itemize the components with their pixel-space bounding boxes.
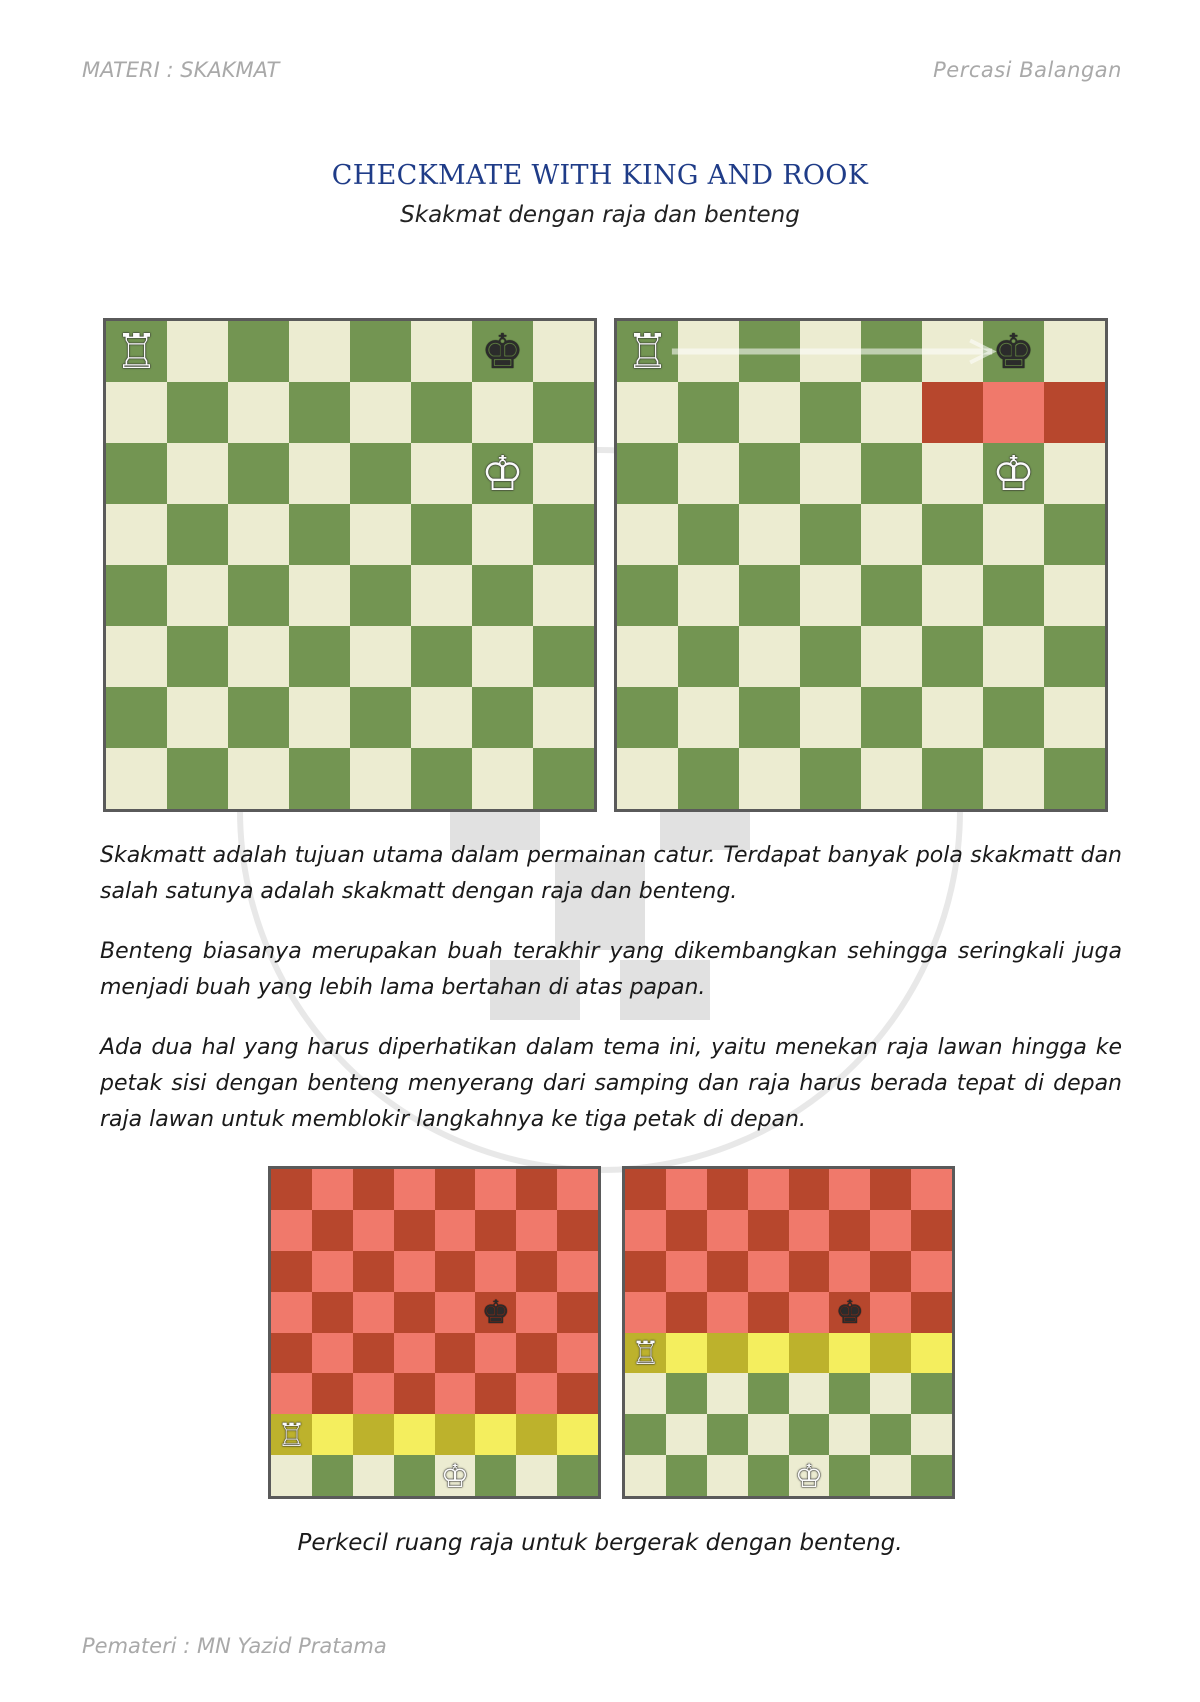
square-e8 [435, 1169, 476, 1210]
square-d3 [800, 626, 861, 687]
square-e4 [350, 565, 411, 626]
square-a3 [625, 1373, 666, 1414]
square-c7 [353, 1210, 394, 1251]
square-e7 [789, 1210, 830, 1251]
square-f8 [922, 321, 983, 382]
square-g1 [983, 748, 1044, 809]
square-g6 [983, 443, 1044, 504]
square-f8 [411, 321, 472, 382]
square-e6 [350, 443, 411, 504]
square-a6 [106, 443, 167, 504]
square-h6 [533, 443, 594, 504]
square-h8 [533, 321, 594, 382]
square-f2 [411, 687, 472, 748]
square-c2 [707, 1414, 748, 1455]
square-g5 [516, 1292, 557, 1333]
square-e3 [350, 626, 411, 687]
square-b4 [666, 1333, 707, 1374]
white-king-icon: ♔ [440, 1456, 470, 1495]
square-a5 [106, 504, 167, 565]
square-c8 [707, 1169, 748, 1210]
square-g6 [516, 1251, 557, 1292]
square-b6 [678, 443, 739, 504]
square-d7 [394, 1210, 435, 1251]
square-g5 [870, 1292, 911, 1333]
square-e1 [435, 1455, 476, 1496]
square-b5 [678, 504, 739, 565]
square-a4 [625, 1333, 666, 1374]
square-d1 [800, 748, 861, 809]
white-rook-icon: ♖ [277, 1415, 306, 1454]
square-c1 [739, 748, 800, 809]
square-e2 [350, 687, 411, 748]
white-king-icon: ♔ [991, 445, 1036, 502]
square-g4 [472, 565, 533, 626]
square-e3 [789, 1373, 830, 1414]
square-h7 [533, 382, 594, 443]
square-a4 [106, 565, 167, 626]
square-c5 [353, 1292, 394, 1333]
square-b6 [666, 1251, 707, 1292]
square-h2 [1044, 687, 1105, 748]
square-h4 [533, 565, 594, 626]
square-d4 [289, 565, 350, 626]
square-a4 [617, 565, 678, 626]
square-b2 [666, 1414, 707, 1455]
square-a3 [106, 626, 167, 687]
square-b6 [167, 443, 228, 504]
square-g7 [983, 382, 1044, 443]
square-a6 [625, 1251, 666, 1292]
square-b7 [167, 382, 228, 443]
square-a3 [271, 1373, 312, 1414]
square-f6 [922, 443, 983, 504]
square-h3 [557, 1373, 598, 1414]
square-d1 [748, 1455, 789, 1496]
square-a1 [617, 748, 678, 809]
square-d6 [394, 1251, 435, 1292]
square-a4 [271, 1333, 312, 1374]
square-g5 [983, 504, 1044, 565]
square-f3 [411, 626, 472, 687]
square-f4 [411, 565, 472, 626]
square-e6 [789, 1251, 830, 1292]
square-c6 [353, 1251, 394, 1292]
square-c4 [353, 1333, 394, 1374]
square-d2 [800, 687, 861, 748]
square-f2 [829, 1414, 870, 1455]
square-h7 [557, 1210, 598, 1251]
square-c6 [707, 1251, 748, 1292]
square-g7 [516, 1210, 557, 1251]
square-g4 [983, 565, 1044, 626]
chessboard-2 [614, 318, 1108, 812]
square-c2 [739, 687, 800, 748]
square-b3 [167, 626, 228, 687]
square-b7 [678, 382, 739, 443]
square-g3 [516, 1373, 557, 1414]
square-e1 [789, 1455, 830, 1496]
square-c8 [353, 1169, 394, 1210]
white-rook-icon: ♖ [631, 1333, 660, 1372]
square-d6 [748, 1251, 789, 1292]
square-c7 [228, 382, 289, 443]
square-c2 [353, 1414, 394, 1455]
white-rook-icon: ♖ [625, 323, 670, 380]
square-e6 [435, 1251, 476, 1292]
square-f5 [922, 504, 983, 565]
white-rook-icon: ♖ [114, 323, 159, 380]
square-h6 [557, 1251, 598, 1292]
paragraph-3: Ada dua hal yang harus diperhatikan dalam tema ini, yaitu menekan raja lawan hingga ke petak sisi dengan benteng menyerang dari samping dan raja harus berada tepat di depan raja lawan untuk memblokir langkahnya ke tiga petak di depan. [100, 1035, 1122, 1132]
square-c5 [707, 1292, 748, 1333]
square-f4 [475, 1333, 516, 1374]
square-e2 [861, 687, 922, 748]
square-c2 [228, 687, 289, 748]
square-b8 [666, 1169, 707, 1210]
square-a7 [271, 1210, 312, 1251]
square-f6 [475, 1251, 516, 1292]
square-h6 [1044, 443, 1105, 504]
square-c3 [739, 626, 800, 687]
black-king-icon: ♚ [991, 323, 1036, 380]
square-g2 [516, 1414, 557, 1455]
square-g6 [870, 1251, 911, 1292]
square-e2 [435, 1414, 476, 1455]
square-f2 [922, 687, 983, 748]
header-right: Percasi Balangan [933, 58, 1122, 82]
square-h3 [533, 626, 594, 687]
square-b8 [167, 321, 228, 382]
square-e5 [861, 504, 922, 565]
square-e8 [350, 321, 411, 382]
white-king-icon: ♔ [480, 445, 525, 502]
square-d1 [289, 748, 350, 809]
square-g3 [472, 626, 533, 687]
square-d3 [394, 1373, 435, 1414]
square-h4 [557, 1333, 598, 1374]
square-d5 [748, 1292, 789, 1333]
square-a2 [625, 1414, 666, 1455]
square-a7 [625, 1210, 666, 1251]
square-d8 [394, 1169, 435, 1210]
square-g3 [870, 1373, 911, 1414]
square-f6 [829, 1251, 870, 1292]
square-d5 [800, 504, 861, 565]
square-a5 [617, 504, 678, 565]
square-f5 [475, 1292, 516, 1333]
chessboard-4 [622, 1166, 955, 1499]
square-d6 [800, 443, 861, 504]
square-a1 [625, 1455, 666, 1496]
diagram-caption: Perkecil ruang raja untuk bergerak dengan benteng. [297, 1530, 903, 1556]
square-c7 [707, 1210, 748, 1251]
square-g8 [472, 321, 533, 382]
square-b2 [678, 687, 739, 748]
square-h3 [1044, 626, 1105, 687]
square-f8 [475, 1169, 516, 1210]
square-e8 [861, 321, 922, 382]
square-g4 [870, 1333, 911, 1374]
square-d5 [394, 1292, 435, 1333]
square-f3 [475, 1373, 516, 1414]
square-c4 [228, 565, 289, 626]
square-b6 [312, 1251, 353, 1292]
square-g1 [516, 1455, 557, 1496]
square-a1 [106, 748, 167, 809]
black-king-icon: ♚ [480, 323, 525, 380]
square-b1 [167, 748, 228, 809]
footer-presenter: Pemateri : MN Yazid Pratama [82, 1634, 387, 1658]
square-c1 [228, 748, 289, 809]
square-b2 [167, 687, 228, 748]
square-h4 [1044, 565, 1105, 626]
square-b1 [312, 1455, 353, 1496]
square-a8 [625, 1169, 666, 1210]
square-e3 [861, 626, 922, 687]
square-f2 [475, 1414, 516, 1455]
square-g2 [983, 687, 1044, 748]
square-f7 [922, 382, 983, 443]
square-f1 [829, 1455, 870, 1496]
square-c3 [353, 1373, 394, 1414]
square-d7 [748, 1210, 789, 1251]
square-g1 [472, 748, 533, 809]
square-c5 [228, 504, 289, 565]
square-a7 [617, 382, 678, 443]
square-f1 [922, 748, 983, 809]
square-f4 [922, 565, 983, 626]
square-b5 [666, 1292, 707, 1333]
square-a2 [106, 687, 167, 748]
square-d8 [748, 1169, 789, 1210]
square-h2 [533, 687, 594, 748]
square-h7 [1044, 382, 1105, 443]
square-d7 [800, 382, 861, 443]
square-c3 [228, 626, 289, 687]
square-e7 [861, 382, 922, 443]
square-a5 [625, 1292, 666, 1333]
square-f6 [411, 443, 472, 504]
square-c1 [707, 1455, 748, 1496]
square-h5 [911, 1292, 952, 1333]
square-c5 [739, 504, 800, 565]
header-left: MATERI : SKAKMAT [82, 58, 280, 82]
square-f3 [829, 1373, 870, 1414]
square-g8 [516, 1169, 557, 1210]
chessboard-3 [268, 1166, 601, 1499]
square-e5 [435, 1292, 476, 1333]
square-b5 [167, 504, 228, 565]
square-f7 [475, 1210, 516, 1251]
square-f8 [829, 1169, 870, 1210]
square-g2 [472, 687, 533, 748]
square-e7 [350, 382, 411, 443]
square-d1 [394, 1455, 435, 1496]
square-c4 [739, 565, 800, 626]
square-h8 [1044, 321, 1105, 382]
square-g5 [472, 504, 533, 565]
square-b3 [678, 626, 739, 687]
square-g1 [870, 1455, 911, 1496]
square-e5 [350, 504, 411, 565]
square-a2 [271, 1414, 312, 1455]
square-f4 [829, 1333, 870, 1374]
paragraph-1: Skakmatt adalah tujuan utama dalam permainan catur. Terdapat banyak pola skakmatt dan salah satunya adalah skakmatt dengan raja dan benteng. [100, 843, 1122, 904]
square-e2 [789, 1414, 830, 1455]
square-c1 [353, 1455, 394, 1496]
square-e3 [435, 1373, 476, 1414]
square-c7 [739, 382, 800, 443]
square-d3 [289, 626, 350, 687]
square-b3 [666, 1373, 707, 1414]
square-h7 [911, 1210, 952, 1251]
square-h8 [911, 1169, 952, 1210]
square-d2 [289, 687, 350, 748]
paragraph-2: Benteng biasanya merupakan buah terakhir yang dikembangkan sehingga seringkali juga menjadi buah yang lebih lama bertahan di atas papan. [100, 939, 1122, 1000]
square-e1 [861, 748, 922, 809]
black-king-icon: ♚ [835, 1293, 865, 1332]
square-g6 [472, 443, 533, 504]
square-a8 [271, 1169, 312, 1210]
square-f3 [922, 626, 983, 687]
square-b7 [312, 1210, 353, 1251]
square-g8 [870, 1169, 911, 1210]
square-c3 [707, 1373, 748, 1414]
square-e4 [789, 1333, 830, 1374]
square-e8 [789, 1169, 830, 1210]
square-b2 [312, 1414, 353, 1455]
square-b4 [167, 565, 228, 626]
square-d6 [289, 443, 350, 504]
white-king-icon: ♔ [794, 1456, 824, 1495]
square-b1 [678, 748, 739, 809]
square-g7 [870, 1210, 911, 1251]
page-title: CHECKMATE WITH KING AND ROOK [331, 160, 869, 191]
square-a6 [271, 1251, 312, 1292]
square-h5 [557, 1292, 598, 1333]
square-h5 [1044, 504, 1105, 565]
square-b7 [666, 1210, 707, 1251]
square-a7 [106, 382, 167, 443]
square-e4 [435, 1333, 476, 1374]
square-c4 [707, 1333, 748, 1374]
square-h1 [533, 748, 594, 809]
page-subtitle: Skakmat dengan raja dan benteng [400, 202, 800, 228]
square-b4 [312, 1333, 353, 1374]
square-d7 [289, 382, 350, 443]
square-h3 [911, 1373, 952, 1414]
square-d4 [748, 1333, 789, 1374]
square-f1 [475, 1455, 516, 1496]
square-h1 [911, 1455, 952, 1496]
square-g3 [983, 626, 1044, 687]
square-e4 [861, 565, 922, 626]
square-b3 [312, 1373, 353, 1414]
square-d4 [394, 1333, 435, 1374]
square-f7 [829, 1210, 870, 1251]
square-d8 [289, 321, 350, 382]
square-c6 [739, 443, 800, 504]
square-c6 [228, 443, 289, 504]
square-a5 [271, 1292, 312, 1333]
square-h4 [911, 1333, 952, 1374]
square-h2 [911, 1414, 952, 1455]
square-g4 [516, 1333, 557, 1374]
square-a8 [106, 321, 167, 382]
square-h2 [557, 1414, 598, 1455]
square-f5 [411, 504, 472, 565]
square-d4 [800, 565, 861, 626]
square-b8 [678, 321, 739, 382]
square-d2 [748, 1414, 789, 1455]
square-h6 [911, 1251, 952, 1292]
square-a2 [617, 687, 678, 748]
square-a6 [617, 443, 678, 504]
square-c8 [228, 321, 289, 382]
square-e6 [861, 443, 922, 504]
square-h8 [557, 1169, 598, 1210]
black-king-icon: ♚ [481, 1293, 511, 1332]
square-e5 [789, 1292, 830, 1333]
chessboard-1 [103, 318, 597, 812]
square-b5 [312, 1292, 353, 1333]
square-h1 [1044, 748, 1105, 809]
square-e7 [435, 1210, 476, 1251]
square-c8 [739, 321, 800, 382]
square-f5 [829, 1292, 870, 1333]
square-a3 [617, 626, 678, 687]
square-d3 [748, 1373, 789, 1414]
square-d2 [394, 1414, 435, 1455]
square-d8 [800, 321, 861, 382]
square-g8 [983, 321, 1044, 382]
square-b4 [678, 565, 739, 626]
square-b1 [666, 1455, 707, 1496]
square-h5 [533, 504, 594, 565]
square-f7 [411, 382, 472, 443]
square-d5 [289, 504, 350, 565]
square-h1 [557, 1455, 598, 1496]
square-b8 [312, 1169, 353, 1210]
square-a8 [617, 321, 678, 382]
square-f1 [411, 748, 472, 809]
square-a1 [271, 1455, 312, 1496]
square-g2 [870, 1414, 911, 1455]
square-e1 [350, 748, 411, 809]
square-g7 [472, 382, 533, 443]
